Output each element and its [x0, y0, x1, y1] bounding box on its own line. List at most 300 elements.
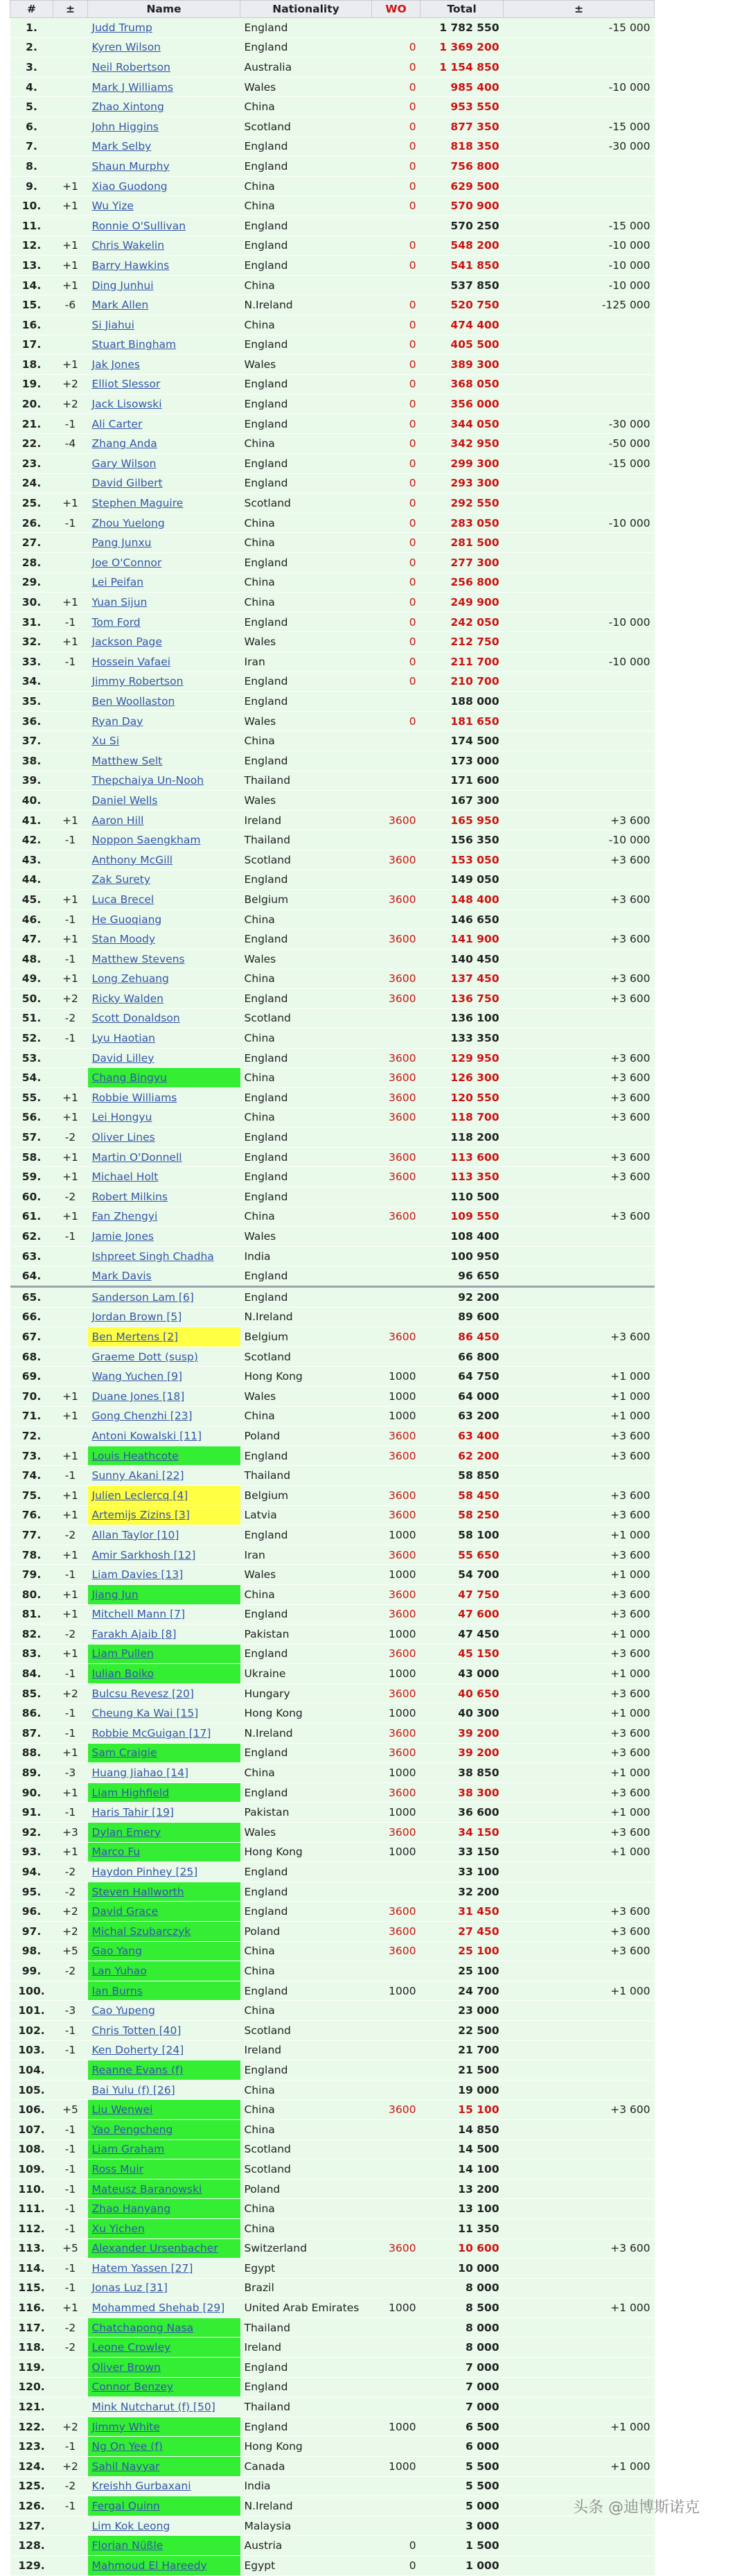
player-name-link[interactable]: Leone Crowley — [88, 2338, 240, 2358]
move-cell: -1 — [53, 2040, 88, 2060]
player-name-link[interactable]: Mahmoud El Hareedy — [88, 2556, 240, 2576]
player-name-link[interactable]: Stuart Bingham — [88, 335, 240, 355]
player-name-link[interactable]: Alexander Ursenbacher — [88, 2238, 240, 2259]
total-cell: 818 350 — [421, 137, 504, 157]
player-name-link[interactable]: Hossein Vafaei — [88, 652, 240, 672]
player-name-link[interactable]: Jimmy White — [88, 2417, 240, 2437]
player-name-link[interactable]: Liam Davies [13] — [88, 1565, 240, 1585]
player-name-link[interactable]: Long Zehuang — [88, 969, 240, 989]
diff-cell: +1 000 — [504, 1803, 655, 1823]
player-name-link[interactable]: Ng On Yee (f) — [88, 2437, 240, 2457]
wo-cell: 1000 — [372, 1367, 421, 1387]
table-row — [10, 315, 655, 335]
diff-cell: +3 600 — [504, 1683, 655, 1703]
wo-cell — [372, 731, 421, 751]
player-name-link[interactable]: Zak Surety — [88, 870, 240, 890]
diff-cell — [504, 2556, 655, 2576]
diff-cell: +3 600 — [504, 850, 655, 870]
wo-cell — [372, 1466, 421, 1486]
player-name-link[interactable]: Fan Zhengyi — [88, 1207, 240, 1227]
table-row — [10, 1664, 655, 1684]
rank-cell: 89. — [10, 1763, 53, 1783]
player-name-link[interactable]: Jack Lisowski — [88, 394, 240, 414]
header-nationality[interactable]: Nationality — [240, 1, 372, 18]
diff-cell — [504, 493, 655, 514]
wo-cell: 0 — [372, 116, 421, 137]
player-name-link[interactable]: Robert Milkins — [88, 1187, 240, 1207]
table-row — [10, 692, 655, 712]
player-name-link[interactable]: Kreishh Gurbaxani — [88, 2476, 240, 2496]
player-name-link[interactable]: Ross Muir — [88, 2159, 240, 2180]
wo-cell — [372, 2278, 421, 2298]
player-name-link[interactable]: Louis Heathcote — [88, 1446, 240, 1466]
player-name-link[interactable]: Matthew Selt — [88, 751, 240, 771]
player-name-link[interactable]: Scott Donaldson — [88, 1008, 240, 1028]
player-name-link[interactable]: Yao Pengcheng — [88, 2119, 240, 2139]
player-name-link[interactable]: Mitchell Mann [7] — [88, 1604, 240, 1624]
player-name-link[interactable]: Liam Pullen — [88, 1644, 240, 1664]
rank-cell: 101. — [10, 2001, 53, 2021]
player-name-link[interactable]: Artemijs Zizins [3] — [88, 1505, 240, 1525]
player-name-link[interactable]: Dylan Emery — [88, 1823, 240, 1843]
player-name-link[interactable]: Sunny Akani [22] — [88, 1466, 240, 1486]
nationality-cell: Wales — [240, 1386, 372, 1406]
table-row — [10, 1068, 655, 1088]
nationality-cell: China — [240, 731, 372, 751]
player-name-link[interactable]: Jak Jones — [88, 355, 240, 375]
player-name-link[interactable]: Allan Taylor [10] — [88, 1525, 240, 1545]
diff-cell — [504, 909, 655, 929]
rank-cell: 2. — [10, 37, 53, 58]
player-name-link[interactable]: He Guoqiang — [88, 909, 240, 929]
total-cell: 1 369 200 — [421, 37, 504, 58]
table-row — [10, 18, 655, 38]
move-cell: +1 — [53, 810, 88, 830]
player-name-link[interactable]: Ronnie O'Sullivan — [88, 216, 240, 236]
rankings-table — [10, 0, 655, 2576]
player-name-link[interactable]: Ian Burns — [88, 1981, 240, 2001]
move-cell: -1 — [53, 1803, 88, 1823]
wo-cell: 0 — [372, 612, 421, 632]
player-name-link[interactable]: Zhang Anda — [88, 434, 240, 454]
wo-cell — [372, 751, 421, 771]
rank-cell: 78. — [10, 1545, 53, 1565]
wo-cell — [372, 2259, 421, 2279]
diff-cell: +1 000 — [504, 1624, 655, 1645]
player-name-link[interactable]: Jordan Brown [5] — [88, 1307, 240, 1327]
rank-cell: 87. — [10, 1724, 53, 1744]
player-name-link[interactable]: Graeme Dott (susp) — [88, 1347, 240, 1367]
table-row — [10, 2556, 655, 2576]
player-name-link[interactable]: Luca Brecel — [88, 890, 240, 910]
player-name-link[interactable]: Wu Yize — [88, 196, 240, 216]
rank-cell: 97. — [10, 1922, 53, 1942]
player-name-link[interactable]: Amir Sarkhosh [12] — [88, 1545, 240, 1565]
player-name-link[interactable]: Ishpreet Singh Chadha — [88, 1246, 240, 1266]
player-name-link[interactable]: Mark Allen — [88, 295, 240, 315]
player-name-link[interactable]: Iulian Boiko — [88, 1664, 240, 1684]
move-cell: +1 — [53, 969, 88, 989]
nationality-cell: England — [240, 1167, 372, 1187]
wo-cell: 0 — [372, 2556, 421, 2576]
player-name-link[interactable]: Oliver Lines — [88, 1128, 240, 1148]
move-cell — [53, 1347, 88, 1367]
diff-cell — [504, 315, 655, 335]
table-row — [10, 751, 655, 771]
player-name-link[interactable]: Barry Hawkins — [88, 256, 240, 276]
nationality-cell: China — [240, 1941, 372, 1961]
player-name-link[interactable]: Lyu Haotian — [88, 1028, 240, 1049]
player-name-link[interactable]: Stan Moody — [88, 929, 240, 949]
table-row — [10, 2358, 655, 2378]
total-cell: 8 000 — [421, 2317, 504, 2338]
rank-cell: 58. — [10, 1147, 53, 1167]
total-cell: 1 782 550 — [421, 18, 504, 38]
table-row — [10, 236, 655, 256]
player-name-link[interactable]: Marco Fu — [88, 1842, 240, 1862]
diff-cell — [504, 58, 655, 78]
player-name-link[interactable]: Jackson Page — [88, 632, 240, 652]
wo-cell — [372, 870, 421, 890]
table-row — [10, 810, 655, 830]
player-name-link[interactable]: Xiao Guodong — [88, 176, 240, 196]
player-name-link[interactable]: Joe O'Connor — [88, 553, 240, 573]
wo-cell: 0 — [372, 513, 421, 533]
move-cell: +1 — [53, 890, 88, 910]
player-name-link[interactable]: Jamie Jones — [88, 1227, 240, 1247]
wo-cell — [372, 2218, 421, 2238]
player-name-link[interactable]: Shaun Murphy — [88, 157, 240, 177]
player-name-link[interactable]: Hatem Yassen [27] — [88, 2259, 240, 2279]
player-name-link[interactable]: Lei Hongyu — [88, 1107, 240, 1128]
diff-cell: +1 000 — [504, 2457, 655, 2477]
table-row — [10, 1307, 655, 1327]
wo-cell: 0 — [372, 493, 421, 514]
table-row — [10, 1941, 655, 1961]
player-name-link[interactable]: Mark Selby — [88, 137, 240, 157]
player-name-link[interactable]: Pang Junxu — [88, 533, 240, 553]
move-cell: +1 — [53, 275, 88, 295]
diff-cell: +3 600 — [504, 1426, 655, 1446]
player-name-link[interactable]: Elliot Slessor — [88, 374, 240, 394]
player-name-link[interactable]: Steven Hallworth — [88, 1882, 240, 1902]
move-cell: +1 — [53, 1167, 88, 1187]
player-name-link[interactable]: Lei Peifan — [88, 572, 240, 593]
player-name-link[interactable]: Liu Wenwei — [88, 2100, 240, 2120]
diff-cell — [504, 2358, 655, 2378]
total-cell: 210 700 — [421, 672, 504, 692]
player-name-link[interactable]: Cao Yupeng — [88, 2001, 240, 2021]
wo-cell: 1000 — [372, 1981, 421, 2001]
rank-cell: 63. — [10, 1246, 53, 1266]
total-cell: 537 850 — [421, 275, 504, 295]
rank-cell: 79. — [10, 1565, 53, 1585]
rank-cell: 88. — [10, 1743, 53, 1763]
player-name-link[interactable]: Julien Leclercq [4] — [88, 1485, 240, 1505]
table-row — [10, 2377, 655, 2397]
player-name-link[interactable]: Chang Bingyu — [88, 1068, 240, 1088]
player-name-link[interactable]: Chris Totten [40] — [88, 2020, 240, 2040]
player-name-link[interactable]: Judd Trump — [88, 18, 240, 38]
player-name-link[interactable]: Ken Doherty [24] — [88, 2040, 240, 2060]
nationality-cell: Ireland — [240, 810, 372, 830]
player-name-link[interactable]: Mink Nutcharut (f) [50] — [88, 2397, 240, 2417]
rank-cell: 116. — [10, 2298, 53, 2318]
move-cell — [53, 1246, 88, 1266]
player-name-link[interactable]: Anthony McGill — [88, 850, 240, 870]
wo-cell — [372, 2358, 421, 2378]
player-name-link[interactable]: David Lilley — [88, 1048, 240, 1068]
rank-cell: 65. — [10, 1287, 53, 1308]
diff-cell: +1 000 — [504, 1842, 655, 1862]
player-name-link[interactable]: Cheung Ka Wai [15] — [88, 1703, 240, 1724]
nationality-cell: Poland — [240, 1426, 372, 1446]
move-cell: -3 — [53, 2001, 88, 2021]
diff-cell — [504, 2317, 655, 2338]
rank-cell: 98. — [10, 1941, 53, 1961]
player-name-link[interactable]: David Grace — [88, 1902, 240, 1922]
wo-cell: 3600 — [372, 890, 421, 910]
player-name-link[interactable]: Stephen Maguire — [88, 493, 240, 514]
diff-cell — [504, 2139, 655, 2159]
diff-cell — [504, 593, 655, 613]
nationality-cell: Scotland — [240, 493, 372, 514]
wo-cell: 3600 — [372, 989, 421, 1009]
diff-cell: +1 000 — [504, 2298, 655, 2318]
move-cell — [53, 1327, 88, 1347]
player-name-link[interactable]: Lan Yuhao — [88, 1961, 240, 1981]
player-name-link[interactable]: John Higgins — [88, 116, 240, 137]
player-name-link[interactable]: Xu Yichen — [88, 2218, 240, 2238]
diff-cell — [504, 1266, 655, 1287]
rank-cell: 55. — [10, 1088, 53, 1108]
rank-cell: 46. — [10, 909, 53, 929]
player-name-link[interactable]: Gary Wilson — [88, 454, 240, 474]
table-row — [10, 1505, 655, 1525]
wo-cell: 3600 — [372, 810, 421, 830]
diff-cell: -15 000 — [504, 454, 655, 474]
player-name-link[interactable]: Ali Carter — [88, 414, 240, 434]
table-row — [10, 256, 655, 276]
player-name-link[interactable]: Zhao Hanyang — [88, 2199, 240, 2219]
player-name-link[interactable]: David Gilbert — [88, 473, 240, 493]
wo-cell — [372, 2338, 421, 2358]
total-cell: 6 500 — [421, 2417, 504, 2437]
rank-cell: 13. — [10, 256, 53, 276]
player-name-link[interactable]: Sanderson Lam [6] — [88, 1287, 240, 1308]
player-name-link[interactable]: Yuan Sijun — [88, 593, 240, 613]
diff-cell — [504, 1862, 655, 1882]
player-name-link[interactable]: Haris Tahir [19] — [88, 1803, 240, 1823]
player-name-link[interactable]: Florian Nüßle — [88, 2536, 240, 2556]
player-name-link[interactable]: Huang Jiahao [14] — [88, 1763, 240, 1783]
total-cell: 344 050 — [421, 414, 504, 434]
total-cell: 24 700 — [421, 1981, 504, 2001]
player-name-link[interactable]: Michael Holt — [88, 1167, 240, 1187]
total-cell: 165 950 — [421, 810, 504, 830]
header-rank[interactable]: # — [10, 1, 53, 18]
nationality-cell: England — [240, 137, 372, 157]
player-name-link[interactable]: Jiang Jun — [88, 1584, 240, 1604]
diff-cell: +3 600 — [504, 1207, 655, 1227]
rank-cell: 106. — [10, 2100, 53, 2120]
header-move[interactable]: ± — [53, 1, 88, 18]
player-name-link[interactable]: Gao Yang — [88, 1941, 240, 1961]
wo-cell: 1000 — [372, 1525, 421, 1545]
player-name-link[interactable]: Daniel Wells — [88, 791, 240, 811]
player-name-link[interactable]: Robbie McGuigan [17] — [88, 1724, 240, 1744]
wo-cell: 3600 — [372, 1426, 421, 1446]
diff-cell — [504, 672, 655, 692]
move-cell: -1 — [53, 2437, 88, 2457]
player-name-link[interactable]: Jonas Luz [31] — [88, 2278, 240, 2298]
total-cell: 368 050 — [421, 374, 504, 394]
player-name-link[interactable]: Zhou Yuelong — [88, 513, 240, 533]
move-cell: +1 — [53, 1545, 88, 1565]
move-cell: -1 — [53, 612, 88, 632]
player-name-link[interactable]: Robbie Williams — [88, 1088, 240, 1108]
player-name-link[interactable]: Michal Szubarczyk — [88, 1922, 240, 1942]
player-name-link[interactable]: Lim Kok Leong — [88, 2516, 240, 2536]
table-row — [10, 2536, 655, 2556]
wo-cell: 1000 — [372, 1624, 421, 1645]
table-row — [10, 2516, 655, 2536]
rank-cell: 64. — [10, 1266, 53, 1287]
move-cell — [53, 2397, 88, 2417]
header-diff[interactable]: ± — [504, 1, 655, 18]
wo-cell: 3600 — [372, 2238, 421, 2259]
player-name-link[interactable]: Zhao Xintong — [88, 97, 240, 117]
nationality-cell: China — [240, 969, 372, 989]
player-name-link[interactable]: Oliver Brown — [88, 2358, 240, 2378]
table-row — [10, 176, 655, 196]
player-name-link[interactable]: Reanne Evans (f) — [88, 2060, 240, 2080]
player-name-link[interactable]: Aaron Hill — [88, 810, 240, 830]
diff-cell — [504, 949, 655, 969]
player-name-link[interactable]: Ding Junhui — [88, 275, 240, 295]
diff-cell — [504, 1187, 655, 1207]
total-cell: 64 000 — [421, 1386, 504, 1406]
player-name-link[interactable]: Liam Highfield — [88, 1782, 240, 1803]
player-name-link[interactable]: Chris Wakelin — [88, 236, 240, 256]
player-name-link[interactable]: Bai Yulu (f) [26] — [88, 2080, 240, 2100]
wo-cell: 0 — [372, 335, 421, 355]
player-name-link[interactable]: Tom Ford — [88, 612, 240, 632]
wo-cell: 3600 — [372, 1782, 421, 1803]
total-cell: 13 100 — [421, 2199, 504, 2219]
nationality-cell: China — [240, 909, 372, 929]
table-row — [10, 275, 655, 295]
header-total[interactable]: Total — [421, 1, 504, 18]
player-name-link[interactable]: Mark J Williams — [88, 77, 240, 97]
move-cell — [53, 116, 88, 137]
header-wo[interactable]: WO — [372, 1, 421, 18]
nationality-cell: England — [240, 1882, 372, 1902]
wo-cell: 3600 — [372, 1604, 421, 1624]
player-name-link[interactable]: Ben Woollaston — [88, 692, 240, 712]
move-cell: -1 — [53, 652, 88, 672]
player-name-link[interactable]: Ryan Day — [88, 711, 240, 731]
nationality-cell: China — [240, 275, 372, 295]
wo-cell — [372, 791, 421, 811]
rank-cell: 35. — [10, 692, 53, 712]
player-name-link[interactable]: Mateusz Baranowski — [88, 2179, 240, 2199]
player-name-link[interactable]: Haydon Pinhey [25] — [88, 1862, 240, 1882]
player-name-link[interactable]: Ricky Walden — [88, 989, 240, 1009]
rank-cell: 48. — [10, 949, 53, 969]
diff-cell: +1 000 — [504, 1981, 655, 2001]
table-header-row — [10, 1, 655, 18]
diff-cell — [504, 355, 655, 375]
player-name-link[interactable]: Xu Si — [88, 731, 240, 751]
total-cell: 96 650 — [421, 1266, 504, 1287]
rank-cell: 109. — [10, 2159, 53, 2180]
player-name-link[interactable]: Bulcsu Revesz [20] — [88, 1683, 240, 1703]
move-cell: +1 — [53, 1446, 88, 1466]
move-cell — [53, 2377, 88, 2397]
player-name-link[interactable]: Matthew Stevens — [88, 949, 240, 969]
player-name-link[interactable]: Ben Mertens [2] — [88, 1327, 240, 1347]
move-cell — [53, 2060, 88, 2080]
diff-cell: -50 000 — [504, 434, 655, 454]
player-name-link[interactable]: Neil Robertson — [88, 58, 240, 78]
table-row — [10, 513, 655, 533]
move-cell: +1 — [53, 236, 88, 256]
player-name-link[interactable]: Gong Chenzhi [23] — [88, 1406, 240, 1426]
player-name-link[interactable]: Farakh Ajaib [8] — [88, 1624, 240, 1645]
diff-cell: +3 600 — [504, 1604, 655, 1624]
player-name-link[interactable]: Fergal Quinn — [88, 2496, 240, 2516]
player-name-link[interactable]: Kyren Wilson — [88, 37, 240, 58]
player-name-link[interactable]: Sam Craigie — [88, 1743, 240, 1763]
player-name-link[interactable]: Si Jiahui — [88, 315, 240, 335]
move-cell: -2 — [53, 1624, 88, 1645]
player-name-link[interactable]: Sahil Nayyar — [88, 2457, 240, 2477]
player-name-link[interactable]: Martin O'Donnell — [88, 1147, 240, 1167]
table-row — [10, 672, 655, 692]
player-name-link[interactable]: Connor Benzey — [88, 2377, 240, 2397]
nationality-cell: Scotland — [240, 2020, 372, 2040]
wo-cell: 0 — [372, 374, 421, 394]
nationality-cell: Pakistan — [240, 1803, 372, 1823]
player-name-link[interactable]: Duane Jones [18] — [88, 1386, 240, 1406]
header-name[interactable]: Name — [88, 1, 240, 18]
move-cell: +5 — [53, 1941, 88, 1961]
diff-cell: -10 000 — [504, 275, 655, 295]
player-name-link[interactable]: Liam Graham — [88, 2139, 240, 2159]
rank-cell: 86. — [10, 1703, 53, 1724]
player-name-link[interactable]: Noppon Saengkham — [88, 830, 240, 850]
nationality-cell: England — [240, 870, 372, 890]
move-cell: +1 — [53, 1782, 88, 1803]
player-name-link[interactable]: Mohammed Shehab [29] — [88, 2298, 240, 2318]
move-cell: +2 — [53, 1683, 88, 1703]
move-cell: -1 — [53, 949, 88, 969]
wo-cell: 0 — [372, 77, 421, 97]
player-name-link[interactable]: Antoni Kowalski [11] — [88, 1426, 240, 1446]
wo-cell — [372, 2179, 421, 2199]
player-name-link[interactable]: Mark Davis — [88, 1266, 240, 1287]
diff-cell — [504, 2080, 655, 2100]
player-name-link[interactable]: Jimmy Robertson — [88, 672, 240, 692]
player-name-link[interactable]: Chatchapong Nasa — [88, 2317, 240, 2338]
nationality-cell: Wales — [240, 1227, 372, 1247]
move-cell — [53, 731, 88, 751]
diff-cell: +3 600 — [504, 1644, 655, 1664]
move-cell — [53, 1266, 88, 1287]
player-name-link[interactable]: Thepchaiya Un-Nooh — [88, 771, 240, 791]
player-name-link[interactable]: Wang Yuchen [9] — [88, 1367, 240, 1387]
